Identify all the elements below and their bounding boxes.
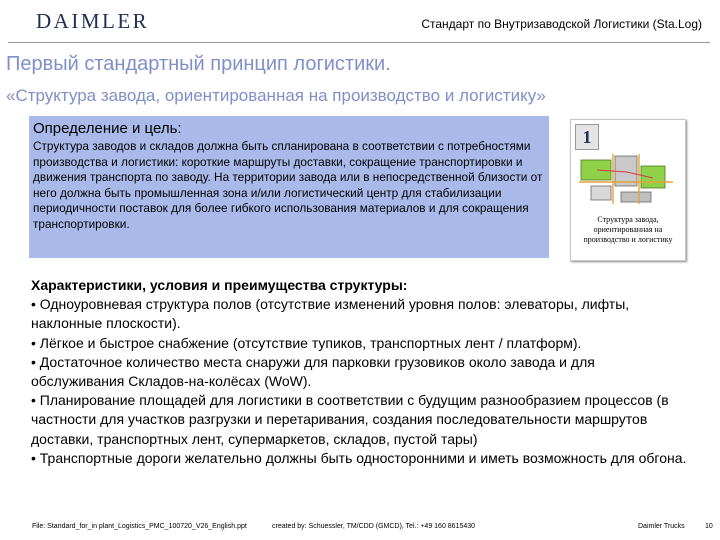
document-header-title: Стандарт по Внутризаводской Логистики (Sta.Log) — [421, 17, 702, 31]
characteristic-item: • Транспортные дороги желательно должны быть односторонними и иметь возможность для обгона. — [31, 449, 687, 466]
definition-heading: Определение и цель: — [33, 120, 182, 137]
characteristic-item: • Одноуровневая структура полов (отсутствие изменений уровня полов: элеваторы, лифты, наклонные плоскости). — [31, 296, 630, 332]
daimler-logo: DAIMLER — [36, 9, 150, 33]
principle-thumbnail — [570, 119, 686, 261]
header-divider — [8, 42, 710, 43]
characteristic-item: • Лёгкое и быстрое снабжение (отсутствие тупиков, транспортных лент / платформ). — [31, 334, 582, 351]
characteristics-heading: Характеристики, условия и преимущества структуры: — [31, 277, 408, 293]
thumbnail-caption: Структура завода, ориентированная на производство и логистику — [583, 215, 673, 244]
plant-layout-icon — [577, 152, 679, 207]
slide-subtitle: «Структура завода, ориентированная на производство и логистику» — [6, 86, 546, 105]
footer-created-by: created by: Schuessler, TM/CDD (GMCD), Tel.: +49 160 8615430 — [272, 523, 476, 530]
characteristic-item: • Планирование площадей для логистики в соответствии с будущим разнообразием процессов (в частности для участков разгрузки и перетаривания, создания последовательности маршрутов доставки, транспортных лент, супермаркетов, складов, пустой тары) — [31, 392, 669, 447]
characteristic-item: • Достаточное количество места снаружи для парковки грузовиков около завода и для обслуживания Складов-на-колёсах (WoW). — [31, 353, 595, 390]
characteristics-section — [31, 276, 691, 468]
footer-page-number: 10 — [705, 523, 713, 530]
footer-file: File: Standard_for_in plant_Logistics_PMC_100720_V26_English.ppt — [32, 523, 247, 530]
definition-text: Структура заводов и складов должна быть спланирована в соответствии с потребностями производства и логистики: короткие маршруты доставки, сокращение транспортировки и движения транспорта по заводу. На территории завода или в непосредственной близости от него должна быть промышленная зона и/или логистический центр для стабилизации периодичности поставок для более гибкого использования материалов и для сокращения транспортировки. — [33, 139, 543, 231]
slide-title: Первый стандартный принцип логистики. — [6, 53, 391, 75]
footer-company: Daimler Trucks — [638, 523, 685, 530]
principle-number: 1 — [575, 124, 599, 150]
definition-box — [29, 116, 549, 258]
